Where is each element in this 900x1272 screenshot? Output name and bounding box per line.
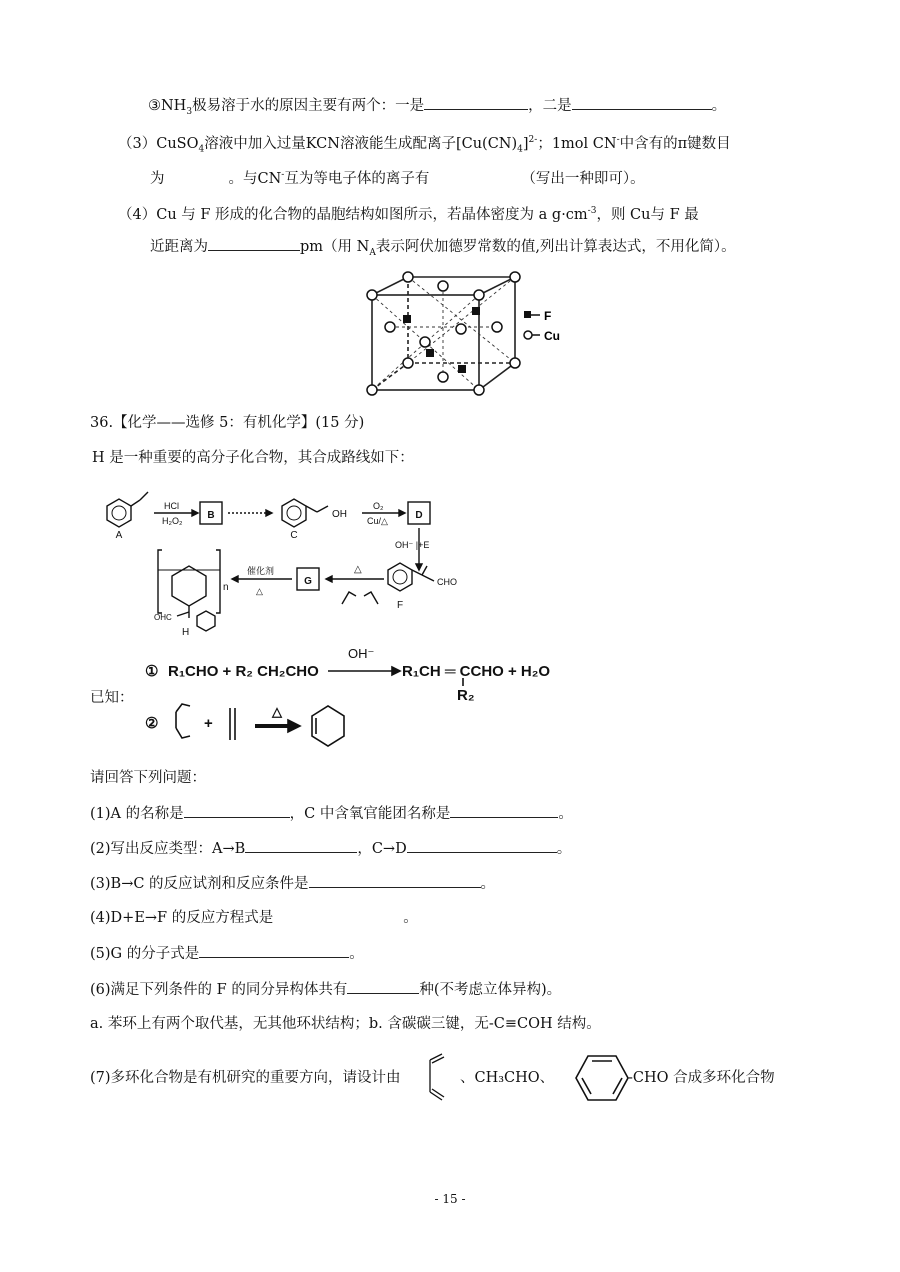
cu-atom: [492, 322, 502, 332]
answer-blank[interactable]: [184, 803, 290, 818]
svg-text:OH⁻ |+E: OH⁻ |+E: [395, 540, 430, 550]
svg-text:OH⁻: OH⁻: [348, 648, 375, 661]
cu-atom: [438, 372, 448, 382]
f-atom: [472, 307, 480, 315]
cu-atom: [474, 385, 484, 395]
svg-text:R₁CH ═ CCHO + H₂O: R₁CH ═ CCHO + H₂O: [402, 663, 551, 680]
svg-text:H₂O₂: H₂O₂: [162, 516, 183, 526]
svg-text:O₂: O₂: [373, 501, 384, 511]
svg-text:Cu/△: Cu/△: [367, 516, 388, 526]
svg-text:OHC: OHC: [154, 613, 172, 622]
svg-text:n: n: [223, 582, 229, 593]
question-3: (3)B→C 的反应试剂和反应条件是 。: [90, 873, 495, 894]
svg-text:OH: OH: [332, 509, 347, 520]
svg-text:B: B: [207, 510, 215, 521]
f-atom: [403, 315, 411, 323]
question-4: (4)D+E→F 的反应方程式是 。: [90, 910, 418, 926]
page-number: - 15 -: [434, 1192, 466, 1206]
cu-atom: [385, 322, 395, 332]
svg-text:HCl: HCl: [164, 501, 179, 511]
svg-text:A: A: [115, 530, 123, 541]
f-atom: [458, 365, 466, 373]
svg-text:F: F: [396, 600, 404, 611]
svg-text:D: D: [415, 510, 423, 521]
questions-intro: 请回答下列问题：: [90, 770, 206, 786]
answer-blank[interactable]: [208, 236, 300, 251]
cu-atom: [403, 358, 413, 368]
answer-blank[interactable]: [245, 838, 357, 853]
svg-text:△: △: [256, 586, 263, 596]
answer-blank[interactable]: [199, 943, 349, 958]
q3-4-line1: （4）Cu 与 F 形成的化合物的晶胞结构如图所示，若晶体密度为 a $g\cdot cm^{-3}$，则 Cu与 F 最: [118, 206, 699, 223]
question-2: (2)写出反应类型：A→B ，C→D 。: [90, 838, 571, 859]
svg-text:R₁CHO + R₂ CH₂CHO: R₁CHO + R₂ CH₂CHO: [168, 663, 319, 680]
svg-text:催化剂: 催化剂: [247, 566, 275, 576]
answer-blank[interactable]: [407, 838, 557, 853]
answer-blank[interactable]: [347, 979, 419, 994]
answer-blank[interactable]: [572, 95, 712, 110]
svg-text:C: C: [290, 530, 298, 541]
svg-text:①: ①: [145, 663, 159, 680]
cu-atom: [510, 272, 520, 282]
q36-title: 36.【化学——选修 5：有机化学】(15 分): [90, 415, 365, 431]
known-reactions-figure: [140, 648, 560, 748]
answer-blank[interactable]: [309, 873, 481, 888]
q3-line-nh3: $③NH_3$极易溶于水的原因主要有两个：一是 ，二是 。: [148, 95, 726, 122]
cu-atom: [367, 385, 377, 395]
svg-text:△: △: [272, 704, 282, 719]
q3-3-line2: 为 。与CN-互为等电子体的离子有 （写出一种即可）。: [150, 170, 645, 187]
q3-3-line1: （3）CuSO$_4$溶液中加入过量KCN溶液能生成配离子$[Cu(CN)_4]^{2-}$；1mol CN-中含有的π键数目: [118, 135, 731, 155]
q3-4-line2: 近距离为 pm（用 $N_A$表示阿伏加德罗常数的值,列出计算表达式，不用化简）。: [150, 236, 736, 263]
svg-text:R₂: R₂: [457, 687, 475, 704]
crystal-legend: [524, 309, 560, 343]
svg-text:F: F: [544, 309, 552, 323]
svg-text:CHO: CHO: [437, 577, 457, 587]
cu-atom: [420, 337, 430, 347]
cu-atom: [367, 290, 377, 300]
question-7-part1: (7)多环化合物是有机研究的重要方向，请设计由: [90, 1070, 401, 1086]
svg-text:②: ②: [145, 715, 159, 732]
svg-text:G: G: [304, 576, 312, 587]
answer-blank[interactable]: [424, 95, 528, 110]
svg-text:H: H: [182, 627, 190, 638]
crystal-cell-figure: [360, 265, 580, 400]
svg-text:Cu: Cu: [544, 329, 560, 343]
question-5: (5)G 的分子式是 。: [90, 943, 364, 964]
answer-blank[interactable]: [450, 803, 558, 818]
question-6-conditions: a. 苯环上有两个取代基，无其他环状结构；b. 含碳碳三键，无-C≡COH 结构。: [90, 1016, 601, 1032]
known-label: 已知：: [90, 690, 134, 706]
cu-atom: [510, 358, 520, 368]
question-1: (1)A 的名称是 ，C 中含氧官能团名称是 。: [90, 803, 573, 824]
synthesis-route-figure: [92, 478, 477, 638]
svg-text:+: +: [204, 715, 213, 732]
cu-atom: [474, 290, 484, 300]
q36-intro: H 是一种重要的高分子化合物，其合成路线如下：: [92, 450, 414, 466]
cu-atom: [403, 272, 413, 282]
cu-atom: [438, 281, 448, 291]
benzene-ring-structure: [574, 1052, 630, 1104]
question-6: (6)满足下列条件的 F 的同分异构体共有 种(不考虑立体异构)。: [90, 979, 561, 1000]
question-7-part3: -CHO 合成多环化合物: [628, 1070, 775, 1086]
svg-text:△: △: [354, 564, 362, 575]
f-atom: [426, 349, 434, 357]
question-7-part2: 、CH₃CHO、: [460, 1070, 555, 1086]
cu-atom: [456, 324, 466, 334]
